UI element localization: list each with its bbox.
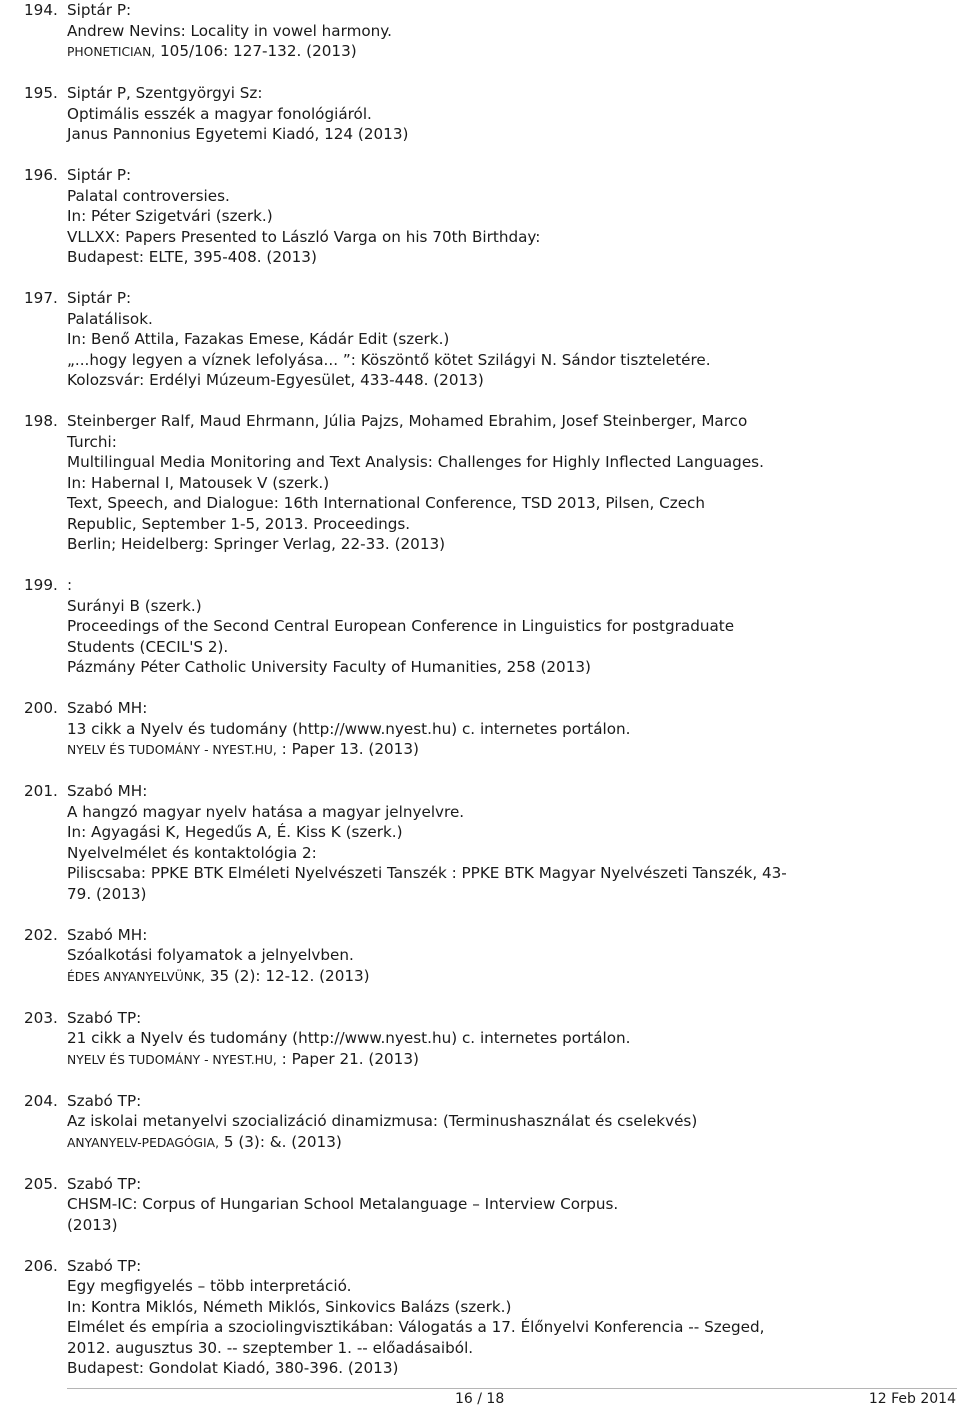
entry-text: „...hogy legyen a víznek lefolyása... ”: Köszöntő kötet Szilágyi N. Sándor tiszteletére. — [67, 350, 711, 369]
entry-text: Piliscsaba: PPKE BTK Elméleti Nyelvészeti Tanszék : PPKE BTK Magyar Nyelvészeti Tanszék, 43- — [67, 864, 787, 882]
entry-line — [67, 104, 940, 125]
entry-text: Pázmány Péter Catholic University Faculty of Humanities, 258 (2013) — [67, 658, 591, 676]
entry-line — [67, 493, 940, 514]
entry-text: Proceedings of the Second Central European Conference in Linguistics for postgraduate — [67, 617, 735, 635]
entry-line — [67, 1194, 940, 1215]
entry-text: Students (CECIL'S 2). — [67, 637, 229, 656]
entry-line — [67, 1215, 940, 1236]
entry-text: 5 (3): &. (2013) — [219, 1132, 342, 1151]
entry-line — [67, 945, 940, 966]
entry-line — [67, 124, 940, 145]
entry-line — [67, 1008, 940, 1029]
entry-text: VLLXX: Papers Presented to László Varga on his 70th Birthday: — [67, 227, 541, 246]
entry-text: Multilingual Media Monitoring and Text Analysis: Challenges for Highly Inflected Languages. — [67, 453, 764, 471]
entry-line — [67, 966, 940, 988]
entry-text: Andrew Nevins: Locality in vowel harmony. — [67, 21, 392, 40]
entry-text: 13 cikk a Nyelv és tudomány (http://www.nyest.hu) c. internetes portálon. — [67, 719, 631, 738]
entry-line — [67, 575, 940, 596]
publication-entry — [0, 1174, 960, 1236]
entry-line — [67, 1028, 940, 1049]
entry-line — [67, 719, 940, 740]
publication-entry — [0, 1256, 960, 1379]
entry-number: 196. — [24, 166, 58, 184]
entry-number: 197. — [24, 289, 58, 307]
entry-line — [67, 1256, 940, 1277]
entry-text: In: Péter Szigetvári (szerk.) — [67, 207, 273, 225]
journal-name: NYELV ÉS TUDOMÁNY - NYEST.HU, — [67, 1052, 277, 1067]
entry-line — [67, 21, 940, 42]
entry-line — [67, 1174, 940, 1195]
entry-text: In: Benő Attila, Fazakas Emese, Kádár Edit (szerk.) — [67, 330, 450, 348]
entry-text: 79. (2013) — [67, 884, 147, 903]
footer-divider — [67, 1388, 957, 1389]
entry-line — [67, 473, 940, 494]
entry-line — [67, 1297, 940, 1318]
entry-line — [67, 596, 940, 617]
entry-line — [67, 1091, 940, 1112]
entry-text: 2012. augusztus 30. -- szeptember 1. -- előadásaiból. — [67, 1338, 474, 1357]
journal-name: ÉDES ANYANYELVÜNK, — [67, 969, 205, 984]
publication-entry — [0, 83, 960, 145]
entry-line — [67, 165, 940, 186]
entry-line — [67, 1317, 940, 1338]
entry-text: Palatálisok. — [67, 309, 153, 328]
entry-line — [67, 370, 940, 391]
entry-text: Egy megfigyelés – több interpretáció. — [67, 1277, 352, 1295]
entry-number: 203. — [24, 1008, 58, 1027]
entry-line — [67, 452, 940, 473]
journal-name: PHONETICIAN, — [67, 45, 156, 59]
footer-date: 12 Feb 2014 — [868, 1391, 956, 1407]
entry-number: 200. — [24, 699, 58, 717]
entry-text: Siptár P, Szentgyörgyi Sz: — [67, 84, 263, 102]
entry-number: 206. — [24, 1256, 58, 1275]
entry-text: In: Agyagási K, Hegedűs A, É. Kiss K (szerk.) — [67, 823, 403, 841]
entry-text: Surányi B (szerk.) — [67, 596, 202, 615]
entry-line — [67, 1338, 940, 1359]
journal-name: NYELV ÉS TUDOMÁNY - NYEST.HU, — [67, 743, 277, 757]
entry-text: Siptár P: — [67, 289, 132, 307]
entry-line — [67, 802, 940, 823]
entry-line — [67, 41, 940, 63]
entry-text: : Paper 13. (2013) — [276, 740, 419, 758]
publication-entry — [0, 1091, 960, 1154]
entry-text: Az iskolai metanyelvi szocializáció dinamizmusa: (Terminushasználat és cselekvés) — [67, 1112, 698, 1130]
entry-text: Republic, September 1-5, 2013. Proceedings. — [67, 514, 411, 533]
entry-text: A hangzó magyar nyelv hatása a magyar jelnyelvre. — [67, 802, 465, 821]
entry-number: 199. — [24, 576, 58, 594]
entry-number: 202. — [24, 925, 58, 944]
entry-line — [67, 1049, 940, 1071]
entry-line — [67, 411, 940, 432]
publication-entry — [0, 411, 960, 555]
publication-entry — [0, 165, 960, 268]
entry-text: Siptár P: — [67, 166, 132, 184]
publication-entry — [0, 575, 960, 678]
publication-entry — [0, 781, 960, 904]
entry-text: : Paper 21. (2013) — [276, 1049, 419, 1068]
entry-line — [67, 657, 940, 678]
entry-number: 201. — [24, 782, 58, 800]
entry-text: Elmélet és empíria a szociolingvisztikában: Válogatás a 17. Élőnyelvi Konferencia -- Szeged, — [67, 1318, 765, 1336]
entry-line — [67, 329, 940, 350]
entry-number: 194. — [24, 1, 58, 19]
journal-name: ANYANYELV-PEDAGÓGIA, — [67, 1135, 220, 1150]
entry-line — [67, 0, 940, 21]
entry-text: : — [67, 576, 73, 594]
entry-text: 105/106: 127-132. (2013) — [155, 42, 357, 60]
entry-line — [67, 637, 940, 658]
entry-number: 198. — [24, 412, 58, 430]
entry-text: Szabó TP: — [67, 1256, 142, 1275]
entry-line — [67, 186, 940, 207]
entry-line — [67, 83, 940, 104]
entry-line — [67, 1276, 940, 1297]
entry-text: Berlin; Heidelberg: Springer Verlag, 22-33. (2013) — [67, 535, 446, 553]
entry-text: In: Habernal I, Matousek V (szerk.) — [67, 473, 330, 492]
entry-line — [67, 925, 940, 946]
entry-text: Budapest: Gondolat Kiadó, 380-396. (2013) — [67, 1359, 399, 1377]
entry-line — [67, 288, 940, 309]
entry-line — [67, 1111, 940, 1132]
entry-number: 205. — [24, 1174, 58, 1193]
entry-text: In: Kontra Miklós, Németh Miklós, Sinkovics Balázs (szerk.) — [67, 1297, 512, 1316]
entry-line — [67, 884, 940, 905]
entry-line — [67, 843, 940, 864]
entry-line — [67, 739, 940, 761]
entry-line — [67, 1358, 940, 1379]
entry-text: (2013) — [67, 1215, 118, 1234]
entry-number: 204. — [24, 1091, 58, 1110]
entry-number: 195. — [24, 84, 58, 102]
entry-line — [67, 247, 940, 268]
publication-entry — [0, 288, 960, 391]
entry-line — [67, 781, 940, 802]
entry-text: Janus Pannonius Egyetemi Kiadó, 124 (2013) — [67, 125, 409, 143]
entry-text: 35 (2): 12-12. (2013) — [204, 966, 370, 985]
entry-text: Szabó MH: — [67, 699, 148, 717]
entry-text: Palatal controversies. — [67, 186, 230, 205]
publication-entry — [0, 1008, 960, 1071]
entry-text: Szabó TP: — [67, 1091, 142, 1110]
page-number: 16 / 18 — [455, 1391, 505, 1407]
publication-entry — [0, 0, 960, 63]
entry-line — [67, 698, 940, 719]
entry-text: Szóalkotási folyamatok a jelnyelvben. — [67, 946, 354, 964]
entry-line — [67, 822, 940, 843]
entry-line — [67, 206, 940, 227]
entry-text: Kolozsvár: Erdélyi Múzeum-Egyesület, 433-448. (2013) — [67, 371, 484, 389]
entry-text: Siptár P: — [67, 1, 132, 19]
entry-text: CHSM-IC: Corpus of Hungarian School Metalanguage – Interview Corpus. — [67, 1195, 619, 1213]
entry-text: Budapest: ELTE, 395-408. (2013) — [67, 248, 317, 266]
entry-line — [67, 863, 940, 884]
entry-text: Szabó MH: — [67, 925, 148, 944]
entry-line — [67, 514, 940, 535]
entry-line — [67, 534, 940, 555]
entry-text: Szabó TP: — [67, 1008, 142, 1027]
entry-text: Steinberger Ralf, Maud Ehrmann, Júlia Pajzs, Mohamed Ebrahim, Josef Steinberger, Marco — [67, 412, 748, 430]
publication-entry — [0, 698, 960, 761]
entry-text: Text, Speech, and Dialogue: 16th International Conference, TSD 2013, Pilsen, Czech — [67, 494, 706, 512]
entry-text: Szabó MH: — [67, 782, 148, 800]
entry-text: Turchi: — [67, 432, 117, 451]
publication-entry — [0, 925, 960, 988]
entry-text: Optimális esszék a magyar fonológiáról. — [67, 104, 372, 123]
entry-line — [67, 309, 940, 330]
entry-text: Szabó TP: — [67, 1174, 142, 1193]
entry-line — [67, 350, 940, 371]
entry-line — [67, 1132, 940, 1154]
entry-text: 21 cikk a Nyelv és tudomány (http://www.nyest.hu) c. internetes portálon. — [67, 1029, 631, 1047]
entry-line — [67, 227, 940, 248]
entry-text: Nyelvelmélet és kontaktológia 2: — [67, 843, 317, 862]
entry-line — [67, 432, 940, 453]
entry-line — [67, 616, 940, 637]
